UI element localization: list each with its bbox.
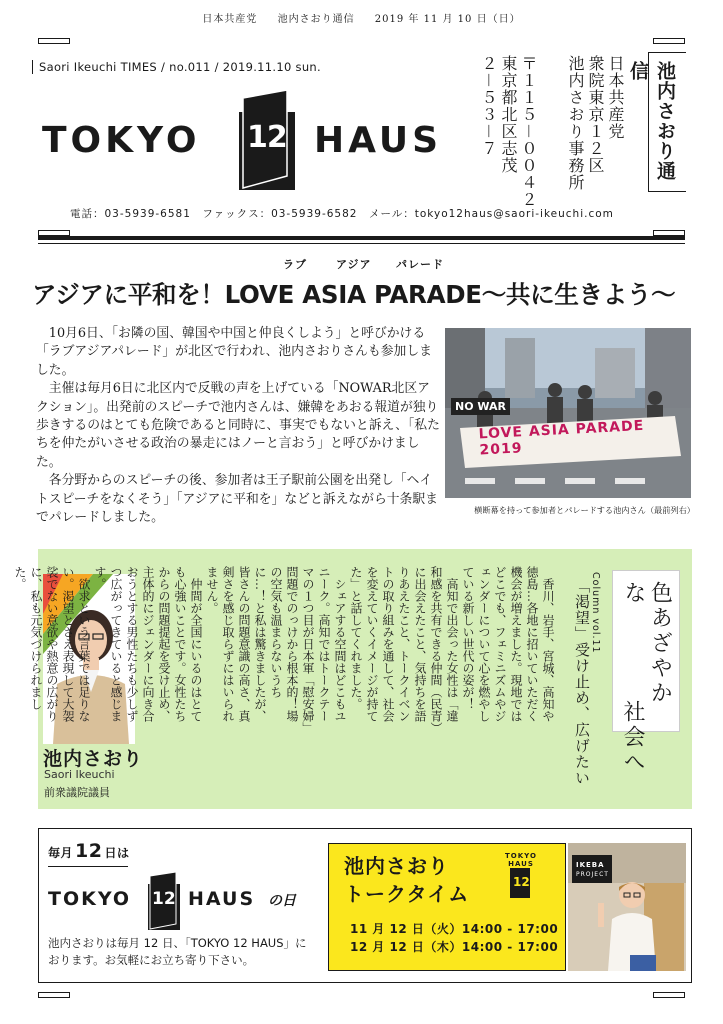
ruby-love: ラブ [283, 258, 307, 271]
office-party: 日本共産党 [606, 55, 625, 140]
monthly-number: 12 [75, 840, 103, 862]
corner-mark-tl [38, 38, 70, 44]
logo-word-left: TOKYO [42, 120, 201, 161]
meta-party: 日本共産党 [202, 14, 258, 25]
corner-mark-tr [653, 38, 685, 44]
divider [48, 866, 128, 867]
badge-number: 12 [513, 875, 530, 889]
meta-date: 2019 年 11 月 10 日（日） [374, 14, 521, 25]
issue-line: Saori Ikeuchi TIMES / no.011 / 2019.11.10 sun. [32, 60, 321, 74]
corner-mark-br [653, 992, 685, 998]
column-heading-line: 色あざやかな [621, 581, 673, 706]
talk-title [344, 852, 469, 908]
photo-banner-text: LOVE ASIA PARADE 2019 [478, 417, 645, 459]
office-name: 池内さおり事務所 [566, 55, 585, 191]
column-body [13, 566, 556, 728]
talk-schedule [350, 920, 558, 956]
article-paragraph: 各分野からのスピーチの後、参加者は王子駅前公園を出発し「ヘイトスピーチをなくそう」「アジアに平和を」などと訴えながら十条駅までパレードしました。 [36, 473, 438, 526]
ruby-asia: アジア [336, 258, 372, 271]
article-headline: アジアに平和を！LOVE ASIA PARADE〜共に生きよう〜 [32, 280, 676, 309]
parade-photo [445, 328, 691, 498]
event-logo [48, 872, 308, 932]
article-paragraph: 主催は毎月6日に北区内で反戦の声を上げている「NOWAR北区アクション」。出発前のスピーチで池内さんは、嫌韓をあおる報道が独り歩きするのはとても危険であると同時に、事実でもないと訴え、「私たちを仲たがいさせる政治の暴走にはノーと言おう」と呼びかけました。 [36, 381, 440, 470]
column-paragraph: 高知で出会った女性は「違和感を共有できる仲間（民青）に出会えたこと、気持ちを語りあえたこと、トークイベントの取り組みを通して、社会を変えていくイメージが持てた」と話してくれました。 [349, 566, 459, 728]
article-paragraph: 10月6日、「お隣の国、韓国や中国と仲良くしよう」と呼びかける「ラブアジアパレード」が北区で行われ、池内さおりさんも参加しました。 [36, 326, 432, 378]
talk-date: 12 月 12 日（木）14:00 - 17:00 [350, 940, 559, 954]
logo-suffix: の日 [268, 893, 296, 909]
badge-text: TOKYO HAUS [505, 852, 537, 868]
logo-number: 12 [247, 120, 287, 155]
author-name: 池内さおり [43, 748, 144, 770]
column-paragraph: 欲求という言葉では足りない。渇望とさえ表現して大袈裟でない意欲や熱意の広がりに、私も元気づけられました。 [13, 566, 91, 722]
article-body [36, 325, 440, 527]
column-heading-line-2: 社会へ [620, 700, 645, 775]
office-district: 衆院東京１２区 [586, 55, 605, 174]
column-subtitle: 「渇望」受け止め、広げたい [573, 578, 591, 786]
contact-line[interactable]: 電話：03-5939-6581 ファックス：03-5939-6582 メール：tokyo12haus@saori-ikeuchi.com [70, 208, 614, 220]
column-paragraph: 仲間が全国にいるのはとても心強いことです。女性たちからの問題提起を受け止め、主体的にジェンダーに向き合おうとする男性たちも少しずつ広がってきていると感じます。 [93, 566, 203, 722]
talk-date: 11 月 12 日（火）14:00 - 17:00 [350, 922, 559, 936]
logo-number: 12 [152, 889, 176, 909]
logo-word-right: HAUS [314, 120, 443, 161]
address-block [478, 55, 538, 208]
tokyo-haus-badge [492, 852, 550, 912]
meta-newsletter: 池内さおり通信 [277, 14, 355, 25]
talk-title-line-1: 池内さおり [344, 854, 449, 878]
divider [38, 236, 685, 240]
talk-photo [568, 843, 686, 971]
monthly-label [48, 840, 129, 862]
office-block [565, 55, 625, 191]
event-description: 池内さおりは毎月 12 日、「TOKYO 12 HAUS」におります。お気軽にお立ち寄り下さい。 [48, 936, 307, 967]
address-street: ２－５３－７ [479, 55, 498, 158]
address-postal: 〒１１５－００４２ [519, 55, 538, 209]
monthly-suffix: 日は [104, 846, 130, 860]
logo-word-left: TOKYO [48, 888, 132, 910]
corner-mark-bl [38, 992, 70, 998]
header-meta [0, 10, 723, 25]
monthly-prefix: 毎月 [48, 846, 74, 860]
author-name-en: Saori Ikeuchi [44, 768, 115, 781]
address-city: 東京都北区志茂 [499, 55, 518, 174]
photo-caption: 横断幕を持って参加者とパレードする池内さん（最前列右） [474, 505, 695, 515]
author-role: 前衆議院議員 [44, 786, 110, 799]
photo-sign-1: IKEBA [576, 861, 605, 869]
column-paragraph: シェアする空間はどこもユニーク。高知ではトークテーマの１つ目が日本軍「慰安婦」問題でのっけから根本的！場の空気も温まらないうちに…！と私は驚きましたが、皆さんの問題意識の高さ、真剣さを感じ取らずにはいられません。 [205, 566, 347, 728]
ruby-parade: パレード [396, 258, 444, 271]
photo-sign-text: NO WAR [451, 398, 510, 415]
newsletter-title: 池内さおり通信 [648, 52, 686, 192]
column-vol: Column vol.11 [590, 572, 601, 654]
column-paragraph: 香川、岩手、宮城、高知や徳島…各地に招いていただく機会が増えました。現地ではどこでも、フェミニズムやジェンダーについて心を燃やしている新しい世代の姿が！ [461, 566, 555, 722]
talk-title-line-2: トークタイム [344, 882, 470, 906]
divider [38, 243, 685, 244]
logo-word-right: HAUS [188, 888, 256, 910]
photo-sign-2: PROJECT [576, 871, 609, 878]
masthead-logo [42, 90, 462, 190]
